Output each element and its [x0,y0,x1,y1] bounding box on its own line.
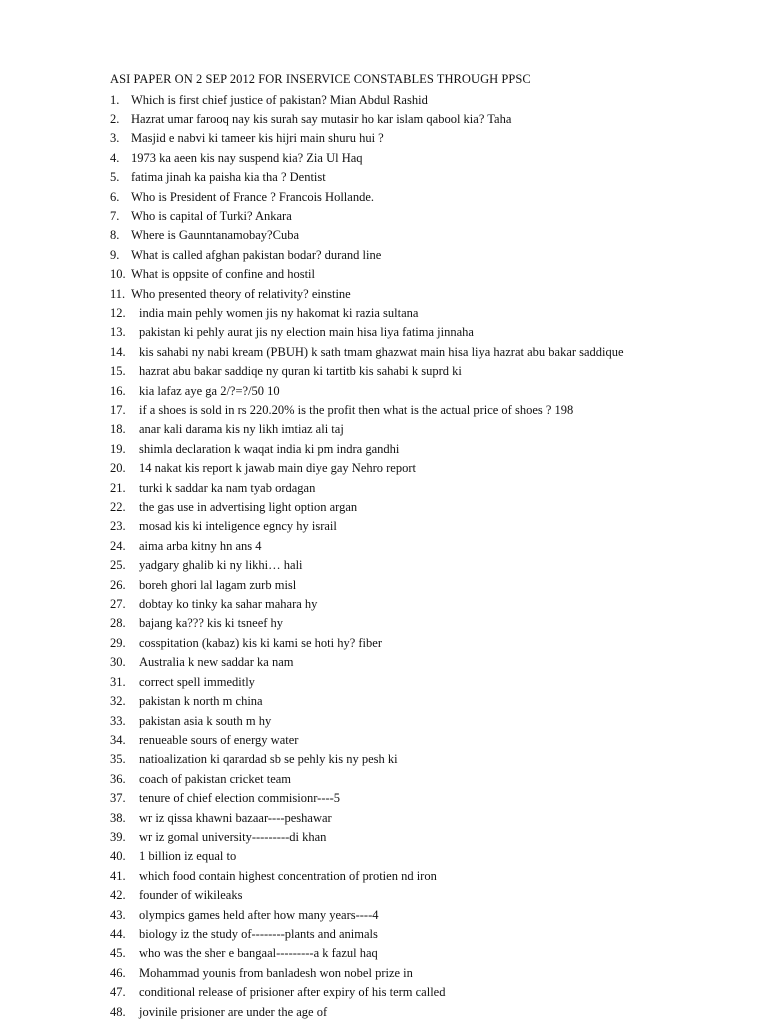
question-item [110,789,624,808]
question-item [110,886,624,905]
question-text: anar kali darama kis ny likh imtiaz ali taj [139,422,344,437]
question-number: 5. [110,170,120,185]
question-text: which food contain highest concentration of protien nd iron [139,868,437,883]
question-number: 35. [110,752,126,767]
question-text: bajang ka??? kis ki tsneef hy [139,616,284,631]
question-item [110,828,624,847]
question-item [110,925,624,944]
question-number: 27. [110,597,126,612]
question-text: hazrat abu bakar saddiqe ny quran ki tartitb kis sahabi k suprd ki [139,364,462,379]
question-number: 18. [110,422,126,437]
question-item [110,867,624,886]
question-text: jovinile prisioner are under the age of [139,1004,328,1019]
question-item [110,304,624,323]
question-text: mosad kis ki inteligence egncy hy israil [139,519,337,534]
question-number: 3. [110,131,120,146]
question-number: 48. [110,1004,126,1019]
question-item [110,226,624,245]
question-number: 21. [110,480,126,495]
question-text: fatima jinah ka paisha kia tha ? Dentist [131,170,326,185]
question-number: 20. [110,461,126,476]
question-item [110,673,624,692]
question-item [110,459,624,478]
question-text: olympics games held after how many years----4 [139,907,379,922]
question-number: 43. [110,907,126,922]
question-text: tenure of chief election commisionr----5 [139,791,341,806]
question-number: 39. [110,829,126,844]
question-text: wr iz gomal university---------di khan [139,829,327,844]
question-item [110,149,624,168]
question-text: india main pehly women jis ny hakomat ki razia sultana [139,305,419,320]
question-number: 15. [110,364,126,379]
question-number: 28. [110,616,126,631]
question-item [110,750,624,769]
question-number: 10. [110,267,126,282]
question-text: What is oppsite of confine and hostil [131,267,315,282]
question-item [110,265,624,284]
question-item [110,556,624,575]
question-item [110,188,624,207]
question-item [110,906,624,925]
question-number: 23. [110,519,126,534]
question-number: 9. [110,247,120,262]
question-item [110,343,624,362]
question-text: if a shoes is sold in rs 220.20% is the profit then what is the actual price of shoes ? 198 [139,403,574,417]
question-number: 31. [110,674,126,689]
question-text: 14 nakat kis report k jawab main diye gay Nehro report [139,461,416,476]
question-number: 16. [110,383,126,398]
question-item [110,983,624,1002]
question-number: 32. [110,694,126,709]
question-item [110,129,624,148]
question-text: Hazrat umar farooq nay kis surah say mutasir ho kar islam qabool kia? Taha [131,111,512,126]
question-text: yadgary ghalib ki ny likhi… hali [139,558,303,573]
question-number: 36. [110,771,126,786]
question-text: biology iz the study of--------plants and animals [139,926,378,941]
question-text: Who is capital of Turki? Ankara [131,208,292,223]
question-item [110,285,624,304]
document-title: ASI PAPER ON 2 SEP 2012 FOR INSERVICE CONSTABLES THROUGH PPSC [110,72,531,86]
question-number: 13. [110,325,126,340]
question-number: 42. [110,888,126,903]
question-item [110,420,624,439]
question-item [110,847,624,866]
question-number: 4. [110,150,120,165]
question-text: wr iz qissa khawni bazaar----peshawar [139,810,332,825]
question-text: conditional release of prisioner after expiry of his term called [139,985,446,1000]
question-item [110,362,624,381]
question-number: 40. [110,849,126,864]
question-number: 19. [110,441,126,456]
question-number: 33. [110,713,126,728]
question-number: 46. [110,965,126,980]
question-number: 6. [110,189,120,204]
question-text: renueable sours of energy water [139,732,299,747]
question-item [110,382,624,401]
question-number: 41. [110,868,126,883]
question-text: kia lafaz aye ga 2/?=?/50 10 [139,383,280,398]
question-item [110,479,624,498]
question-text: 1973 ka aeen kis nay suspend kia? Zia Ul Haq [131,150,363,165]
question-text: Australia k new saddar ka nam [139,655,294,670]
question-number: 44. [110,926,126,941]
question-number: 45. [110,946,126,961]
question-item [110,207,624,226]
question-item [110,110,624,129]
question-item [110,517,624,536]
question-item [110,91,624,110]
question-item [110,323,624,342]
question-number: 24. [110,538,126,553]
question-text: coach of pakistan cricket team [139,771,292,786]
question-text: kis sahabi ny nabi kream (PBUH) k sath tmam ghazwat main hisa liya hazrat abu bakar saddique [139,344,624,359]
question-number: 30. [110,655,126,670]
question-item [110,653,624,672]
question-item [110,809,624,828]
question-item [110,964,624,983]
question-text: Which is first chief justice of pakistan? Mian Abdul Rashid [131,92,428,107]
question-number: 26. [110,577,126,592]
question-text: cosspitation (kabaz) kis ki kami se hoti hy? fiber [139,635,382,650]
question-item [110,712,624,731]
question-item [110,401,624,420]
question-item [110,770,624,789]
question-item [110,944,624,963]
question-number: 2. [110,111,120,126]
question-text: founder of wikileaks [139,888,243,903]
question-text: shimla declaration k waqat india ki pm indra gandhi [139,441,400,456]
question-number: 47. [110,985,126,1000]
question-text: the gas use in advertising light option argan [139,500,358,515]
question-item [110,731,624,750]
question-text: boreh ghori lal lagam zurb misl [139,577,297,592]
question-item [110,1003,624,1022]
question-text: natioalization ki qarardad sb se pehly kis ny pesh ki [139,752,398,767]
question-text: pakistan ki pehly aurat jis ny election main hisa liya fatima jinnaha [139,325,474,340]
question-text: Where is Gaunntanamobay?Cuba [131,228,299,243]
question-text: pakistan k north m china [139,694,263,709]
question-list [110,91,624,1023]
question-number: 11. [110,286,126,301]
question-item [110,537,624,556]
question-number: 12. [110,305,126,320]
question-number: 1. [110,92,120,107]
question-text: who was the sher e bangaal---------a k fazul haq [139,946,378,961]
question-text: turki k saddar ka nam tyab ordagan [139,480,316,495]
question-item [110,440,624,459]
question-number: 38. [110,810,126,825]
question-item [110,576,624,595]
question-text: dobtay ko tinky ka sahar mahara hy [139,597,318,612]
question-item [110,246,624,265]
question-item [110,692,624,711]
question-number: 29. [110,635,126,650]
question-text: What is called afghan pakistan bodar? durand line [131,247,382,262]
question-number: 14. [110,344,126,359]
question-text: aima arba kitny hn ans 4 [139,538,262,553]
question-text: 1 billion iz equal to [139,849,237,864]
question-number: 34. [110,732,126,747]
question-text: Who presented theory of relativity? einstine [131,286,351,301]
question-text: Who is President of France ? Francois Hollande. [131,189,374,204]
question-text: correct spell immeditly [139,674,255,689]
question-text: pakistan asia k south m hy [139,713,272,728]
question-number: 22. [110,500,126,515]
question-number: 25. [110,558,126,573]
question-number: 17. [110,403,126,417]
question-text: Mohammad younis from banladesh won nobel prize in [139,965,413,980]
question-number: 7. [110,208,120,223]
question-item [110,614,624,633]
question-item [110,595,624,614]
question-number: 37. [110,791,126,806]
question-item [110,168,624,187]
question-text: Masjid e nabvi ki tameer kis hijri main shuru hui ? [131,131,384,146]
question-number: 8. [110,228,120,243]
question-item [110,498,624,517]
question-item [110,634,624,653]
